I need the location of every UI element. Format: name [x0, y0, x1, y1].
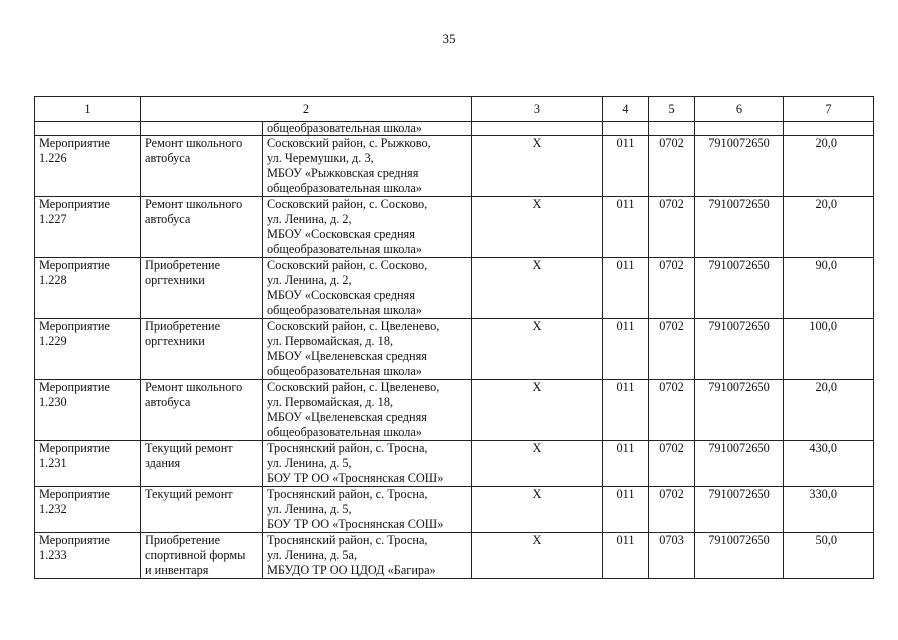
cell-col6: 7910072650 — [695, 197, 784, 258]
budget-table — [34, 96, 874, 579]
cell-address — [263, 319, 472, 380]
header-col-3: 3 — [472, 97, 603, 122]
cell-desc — [141, 533, 263, 579]
cell-col4: 011 — [603, 258, 649, 319]
cell-address-line: ул. Черемушки, д. 3, — [267, 151, 374, 165]
cell-address — [263, 136, 472, 197]
header-col-6: 6 — [695, 97, 784, 122]
cell-address-line: МБОУ «Цвеленевская средняя — [267, 410, 427, 424]
cell-name-line: 1.226 — [39, 151, 67, 165]
cell-desc-line: спортивной формы — [145, 548, 246, 562]
cell-address-line: БОУ ТР ОО «Троснянская СОШ» — [267, 471, 444, 485]
cell-col5: 0702 — [649, 441, 695, 487]
cell-col6: 7910072650 — [695, 380, 784, 441]
cell-col5 — [649, 122, 695, 136]
cell-col5: 0702 — [649, 380, 695, 441]
cell-col3: Х — [472, 258, 603, 319]
cell-address-line: Сосковский район, с. Цвеленево, — [267, 380, 440, 394]
cell-name — [35, 319, 141, 380]
cell-address-line: общеобразовательная школа» — [267, 181, 422, 195]
cell-name — [35, 197, 141, 258]
cell-col6: 7910072650 — [695, 136, 784, 197]
cell-name-line: 1.228 — [39, 273, 67, 287]
cell-desc-line: автобуса — [145, 212, 191, 226]
cell-col3: Х — [472, 441, 603, 487]
cell-col6: 7910072650 — [695, 487, 784, 533]
header-col-2: 2 — [141, 97, 472, 122]
cell-name-line: 1.231 — [39, 456, 67, 470]
header-col-7: 7 — [784, 97, 874, 122]
cell-desc-line: Ремонт школьного — [145, 197, 243, 211]
cell-address — [263, 380, 472, 441]
cell-desc-line: автобуса — [145, 151, 191, 165]
table-header-row — [35, 97, 874, 122]
cell-col3 — [472, 122, 603, 136]
cell-address-line: Сосковский район, с. Сосково, — [267, 258, 428, 272]
cell-name-line: Мероприятие — [39, 487, 110, 501]
cell-desc — [141, 441, 263, 487]
cell-address-line: МБОУ «Рыжковская средняя — [267, 166, 419, 180]
cell-address-line: МБУДО ТР ОО ЦДОД «Багира» — [267, 563, 436, 577]
cell-address — [263, 533, 472, 579]
cell-desc-line: оргтехники — [145, 273, 205, 287]
cell-desc-line: оргтехники — [145, 334, 205, 348]
cell-name — [35, 122, 141, 136]
header-col-4: 4 — [603, 97, 649, 122]
cell-col6: 7910072650 — [695, 258, 784, 319]
cell-address-line: общеобразовательная школа» — [267, 425, 422, 439]
header-col-1: 1 — [35, 97, 141, 122]
cell-col5: 0702 — [649, 319, 695, 380]
cell-col3: Х — [472, 487, 603, 533]
cell-col3: Х — [472, 380, 603, 441]
cell-col7: 330,0 — [784, 487, 874, 533]
cell-address-line: общеобразовательная школа» — [267, 303, 422, 317]
cell-col6 — [695, 122, 784, 136]
cell-col4: 011 — [603, 487, 649, 533]
table-row — [35, 441, 874, 487]
cell-name-line: Мероприятие — [39, 319, 110, 333]
cell-col4: 011 — [603, 319, 649, 380]
cell-desc — [141, 380, 263, 441]
cell-col7: 20,0 — [784, 136, 874, 197]
table-row — [35, 197, 874, 258]
cell-col7: 50,0 — [784, 533, 874, 579]
cell-desc — [141, 487, 263, 533]
table-row — [35, 533, 874, 579]
cell-address-line: ул. Первомайская, д. 18, — [267, 334, 394, 348]
cell-desc-line: здания — [145, 456, 181, 470]
cell-col4: 011 — [603, 136, 649, 197]
cell-name-line: Мероприятие — [39, 441, 110, 455]
table-row — [35, 258, 874, 319]
cell-address — [263, 441, 472, 487]
cell-col4: 011 — [603, 197, 649, 258]
cell-col3: Х — [472, 319, 603, 380]
cell-address-line: МБОУ «Сосковская средняя — [267, 288, 415, 302]
cell-desc-line: и инвентаря — [145, 563, 209, 577]
cell-col6: 7910072650 — [695, 533, 784, 579]
cell-address-line: Троснянский район, с. Тросна, — [267, 441, 428, 455]
cell-address — [263, 487, 472, 533]
cell-desc — [141, 258, 263, 319]
cell-name — [35, 441, 141, 487]
page-number: 35 — [442, 31, 456, 46]
cell-name — [35, 380, 141, 441]
cell-address-line: ул. Ленина, д. 2, — [267, 212, 352, 226]
cell-desc-line: Приобретение — [145, 319, 221, 333]
cell-col4: 011 — [603, 441, 649, 487]
cell-desc — [141, 136, 263, 197]
cell-address-line: Троснянский район, с. Тросна, — [267, 533, 428, 547]
cell-name — [35, 136, 141, 197]
cell-col7: 20,0 — [784, 197, 874, 258]
cell-address-line: ул. Ленина, д. 2, — [267, 273, 352, 287]
cell-address-line: ул. Ленина, д. 5, — [267, 456, 352, 470]
cell-col3: Х — [472, 136, 603, 197]
cell-address-line: БОУ ТР ОО «Троснянская СОШ» — [267, 517, 444, 531]
cell-col7: 100,0 — [784, 319, 874, 380]
cell-address: общеобразовательная школа» — [263, 122, 472, 136]
cell-desc-line: Ремонт школьного — [145, 380, 243, 394]
cell-col5: 0702 — [649, 258, 695, 319]
cell-desc-line: Текущий ремонт — [145, 487, 233, 501]
cell-desc — [141, 197, 263, 258]
cell-name — [35, 487, 141, 533]
cell-col5: 0702 — [649, 487, 695, 533]
cell-address-line: Сосковский район, с. Сосково, — [267, 197, 428, 211]
cell-address-line: ул. Ленина, д. 5, — [267, 502, 352, 516]
cell-name-line: 1.233 — [39, 548, 67, 562]
continuation-row — [35, 122, 874, 136]
cell-col7 — [784, 122, 874, 136]
cell-name-line: Мероприятие — [39, 136, 110, 150]
cell-name — [35, 258, 141, 319]
cell-desc-line: Приобретение — [145, 258, 221, 272]
cell-col4 — [603, 122, 649, 136]
cell-name-line: 1.232 — [39, 502, 67, 516]
cell-col6: 7910072650 — [695, 319, 784, 380]
cell-col3: Х — [472, 197, 603, 258]
cell-col3: Х — [472, 533, 603, 579]
cell-name-line: Мероприятие — [39, 533, 110, 547]
cell-address-line: общеобразовательная школа» — [267, 364, 422, 378]
cell-desc — [141, 319, 263, 380]
cell-name-line: Мероприятие — [39, 258, 110, 272]
table-row — [35, 136, 874, 197]
cell-name-line: Мероприятие — [39, 380, 110, 394]
cell-col5: 0702 — [649, 136, 695, 197]
cell-col4: 011 — [603, 533, 649, 579]
cell-address-line: Троснянский район, с. Тросна, — [267, 487, 428, 501]
cell-name-line: 1.229 — [39, 334, 67, 348]
cell-address — [263, 197, 472, 258]
table-row — [35, 487, 874, 533]
cell-col5: 0702 — [649, 197, 695, 258]
header-col-5: 5 — [649, 97, 695, 122]
cell-address-line: Сосковский район, с. Рыжково, — [267, 136, 431, 150]
cell-col7: 90,0 — [784, 258, 874, 319]
cell-name-line: 1.227 — [39, 212, 67, 226]
cell-name-line: Мероприятие — [39, 197, 110, 211]
cell-address-line: МБОУ «Сосковская средняя — [267, 227, 415, 241]
cell-col5: 0703 — [649, 533, 695, 579]
cell-address-line: ул. Первомайская, д. 18, — [267, 395, 394, 409]
cell-col4: 011 — [603, 380, 649, 441]
cell-address-line: ул. Ленина, д. 5а, — [267, 548, 358, 562]
cell-col7: 430,0 — [784, 441, 874, 487]
cell-name — [35, 533, 141, 579]
cell-address — [263, 258, 472, 319]
cell-address-line: Сосковский район, с. Цвеленево, — [267, 319, 440, 333]
cell-address-line: общеобразовательная школа» — [267, 242, 422, 256]
table-row — [35, 319, 874, 380]
cell-desc-line: автобуса — [145, 395, 191, 409]
cell-name-line: 1.230 — [39, 395, 67, 409]
cell-desc-line: Приобретение — [145, 533, 221, 547]
cell-desc-line: Текущий ремонт — [145, 441, 233, 455]
table-row — [35, 380, 874, 441]
cell-col7: 20,0 — [784, 380, 874, 441]
cell-col6: 7910072650 — [695, 441, 784, 487]
cell-address-line: МБОУ «Цвеленевская средняя — [267, 349, 427, 363]
cell-desc-line: Ремонт школьного — [145, 136, 243, 150]
cell-desc — [141, 122, 263, 136]
